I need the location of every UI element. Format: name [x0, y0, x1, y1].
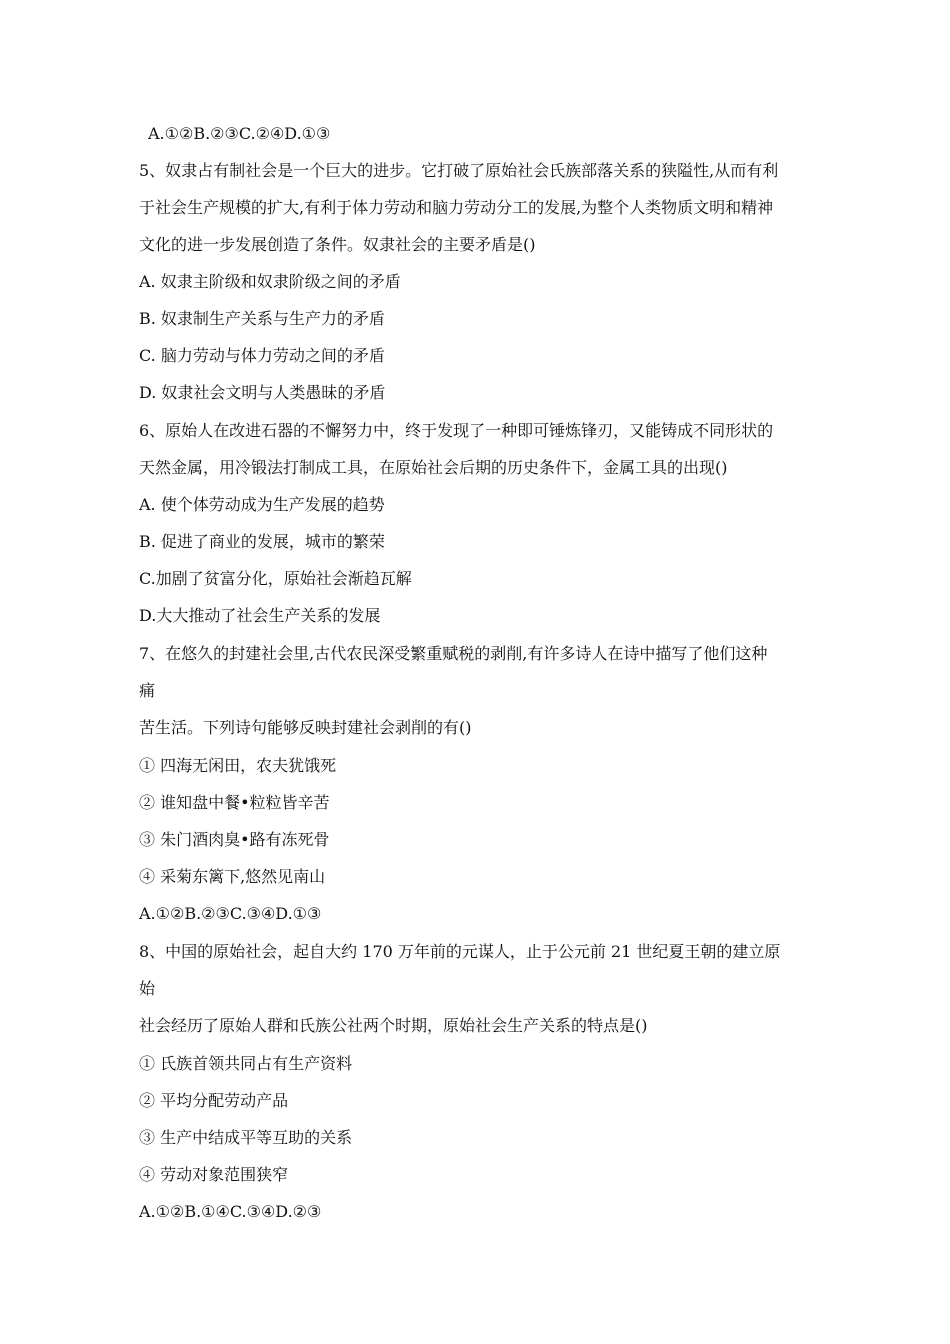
question-5-option-a: A. 奴隶主阶级和奴隶阶级之间的矛盾 [139, 272, 401, 291]
question-8-stem-line-3: 社会经历了原始人群和氏族公社两个时期，原始社会生产关系的特点是() [139, 1016, 648, 1035]
question-8-item-2: ② 平均分配劳动产品 [139, 1091, 289, 1110]
question-6-stem-line-1: 6、原始人在改进石器的不懈努力中，终于发现了一种即可锤炼锋刃，又能铸成不同形状的 [139, 421, 774, 440]
question-5-stem-line-2: 于社会生产规模的扩大,有利于体力劳动和脑力劳动分工的发展,为整个人类物质文明和精神 [139, 198, 774, 217]
question-8-stem-line-2: 始 [139, 979, 156, 998]
question-5-option-c: C. 脑力劳动与体力劳动之间的矛盾 [139, 346, 385, 365]
question-8-stem-line-1: 8、中国的原始社会，起自大约 170 万年前的元谋人，止于公元前 21 世纪夏王朝的建立原 [139, 942, 781, 961]
question-5-option-b: B. 奴隶制生产关系与生产力的矛盾 [139, 309, 385, 328]
question-8-item-1: ① 氏族首领共同占有生产资料 [139, 1054, 353, 1073]
question-6-option-d: D.大大推动了社会生产关系的发展 [139, 606, 381, 625]
question-6-stem-line-2: 天然金属，用冷锻法打制成工具，在原始社会后期的历史条件下，金属工具的出现() [139, 458, 728, 477]
question-7-stem-line-2: 痛 [139, 681, 156, 700]
answer-options-q7: A.①②B.②③C.③④D.①③ [139, 904, 322, 923]
question-7-item-3: ③ 朱门酒肉臭•路有冻死骨 [139, 830, 330, 849]
question-7-stem-line-1: 7、在悠久的封建社会里,古代农民深受繁重赋税的剥削,有许多诗人在诗中描写了他们这种 [139, 644, 768, 663]
question-5-stem-line-3: 文化的进一步发展创造了条件。奴隶社会的主要矛盾是() [139, 235, 536, 254]
question-7-stem-line-3: 苦生活。下列诗句能够反映封建社会剥削的有() [139, 718, 472, 737]
question-5-option-d: D. 奴隶社会文明与人类愚昧的矛盾 [139, 383, 386, 402]
question-6-option-a: A. 使个体劳动成为生产发展的趋势 [139, 495, 385, 514]
question-8-item-4: ④ 劳动对象范围狭窄 [139, 1165, 289, 1184]
question-7-item-1: ① 四海无闲田，农夫犹饿死 [139, 756, 337, 775]
answer-options-q4: A.①②B.②③C.②④D.①③ [148, 124, 331, 143]
question-7-item-4: ④ 采菊东篱下,悠然见南山 [139, 867, 326, 886]
question-7-item-2: ② 谁知盘中餐•粒粒皆辛苦 [139, 793, 330, 812]
question-6-option-c: C.加剧了贫富分化，原始社会渐趋瓦解 [139, 569, 412, 588]
question-5-stem-line-1: 5、奴隶占有制社会是一个巨大的进步。它打破了原始社会氏族部落关系的狭隘性,从而有利 [139, 161, 779, 180]
question-6-option-b: B. 促进了商业的发展，城市的繁荣 [139, 532, 385, 551]
answer-options-q8: A.①②B.①④C.③④D.②③ [139, 1202, 322, 1221]
question-8-item-3: ③ 生产中结成平等互助的关系 [139, 1128, 353, 1147]
